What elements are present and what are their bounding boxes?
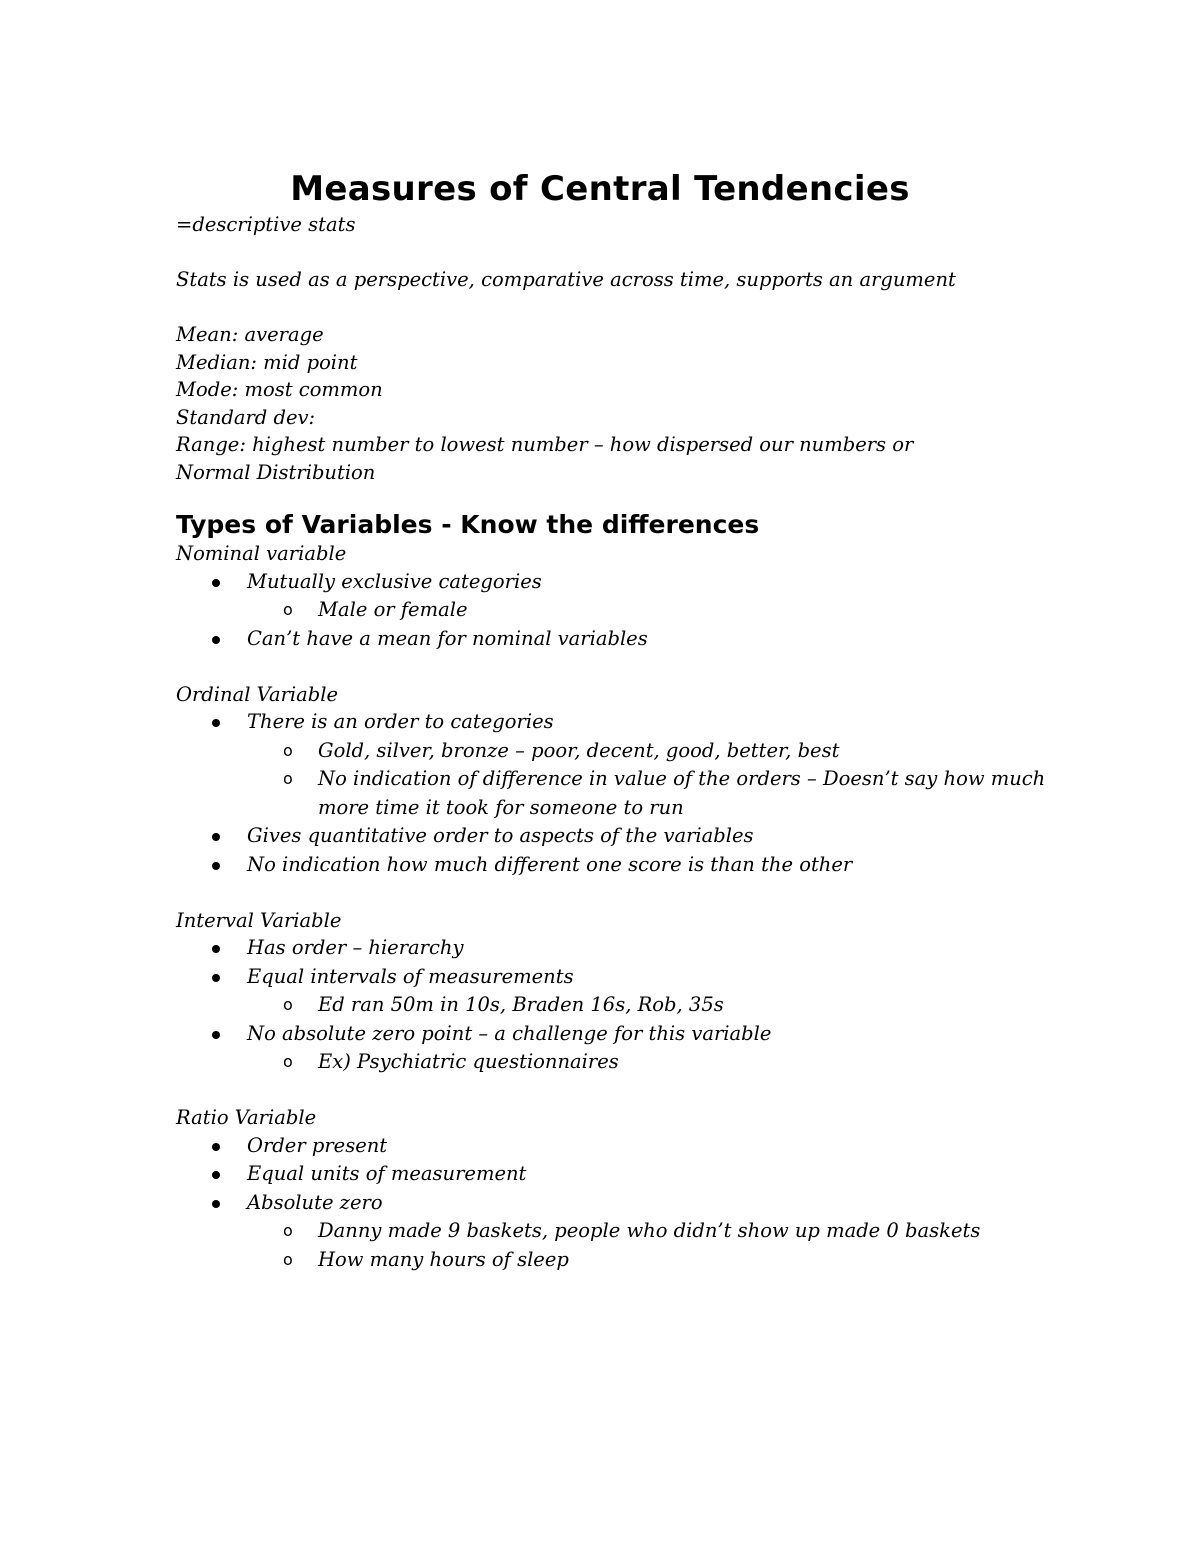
list-item <box>176 1020 1076 1049</box>
spacer <box>176 879 1076 907</box>
circle-bullet-icon: o <box>283 1249 293 1269</box>
bullet-icon <box>212 579 220 587</box>
bullet-icon <box>212 945 220 953</box>
sub-list-item <box>176 1246 1076 1275</box>
sub-list-item <box>176 991 1076 1020</box>
list-item-text: Gives quantitative order to aspects of the variables <box>247 824 754 847</box>
ordinal-heading: Ordinal Variable <box>176 682 339 706</box>
sub-list-item-text: How many hours of sleep <box>318 1247 569 1271</box>
list-item-text: There is an order to categories <box>247 710 554 733</box>
list-item <box>176 1189 1076 1218</box>
bullet-icon <box>212 974 220 982</box>
list-item-text: Absolute zero <box>247 1190 383 1214</box>
list-item <box>176 851 1076 880</box>
measure-mode: Mode: most common <box>176 378 383 401</box>
nominal-heading: Nominal variable <box>176 542 347 565</box>
list-item-text: Order present <box>247 1133 388 1157</box>
measure-standard-dev: Standard dev: <box>176 405 316 429</box>
spacer <box>176 1077 1076 1105</box>
intro-text: Stats is used as a perspective, comparative across time, supports an argument <box>176 268 956 291</box>
circle-bullet-icon: o <box>283 995 293 1014</box>
list-item-text: Mutually exclusive categories <box>247 569 542 593</box>
spacer <box>176 294 1076 322</box>
list-item-text: No indication how much different one score is than the other <box>247 852 853 876</box>
bullet-icon <box>212 719 220 727</box>
sub-list-item <box>176 765 1048 822</box>
list-item-text: Has order – hierarchy <box>247 936 464 959</box>
bullet-icon <box>212 833 220 841</box>
bullet-icon <box>212 1031 220 1039</box>
sub-list-item <box>176 596 1076 625</box>
spacer <box>176 239 1076 267</box>
subtitle-text: =descriptive stats <box>176 213 356 236</box>
sub-list-item-text: Male or female <box>318 598 468 621</box>
list-item <box>176 963 1076 992</box>
sub-list-item-text: Danny made 9 baskets, people who didn’t show up made 0 baskets <box>318 1219 981 1242</box>
bullet-icon <box>212 636 220 644</box>
circle-bullet-icon: o <box>283 1221 293 1240</box>
measure-mean: Mean: average <box>176 323 324 346</box>
list-item-text: Can’t have a mean for nominal variables <box>247 626 648 650</box>
sub-list-item-text: Ex) Psychiatric questionnaires <box>318 1050 619 1073</box>
page-title: Measures of Central Tendencies <box>290 169 910 209</box>
sub-list-item-text: Gold, silver, bronze – poor, decent, good, better, best <box>318 738 840 762</box>
spacer <box>176 486 1076 510</box>
ratio-heading: Ratio Variable <box>176 1106 317 1129</box>
list-item <box>176 568 1076 597</box>
sub-list-item <box>176 1217 1076 1246</box>
section-heading: Types of Variables - Know the differences <box>176 510 760 539</box>
list-item-text: Equal intervals of measurements <box>247 964 574 988</box>
sub-list-item-text: No indication of difference in value of the orders – Doesn’t say how much more time it took for someone to run <box>318 767 1046 819</box>
spacer <box>176 653 1076 681</box>
list-item <box>176 822 1076 851</box>
sub-list-item <box>176 1048 1076 1077</box>
list-item-text: Equal units of measurement <box>247 1162 527 1185</box>
list-item-text: No absolute zero point – a challenge for this variable <box>247 1021 772 1045</box>
circle-bullet-icon: o <box>283 740 293 760</box>
list-item <box>176 708 1076 737</box>
bullet-icon <box>212 862 220 870</box>
list-item <box>176 934 1076 963</box>
measure-normal-distribution: Normal Distribution <box>176 460 376 484</box>
bullet-icon <box>212 1143 220 1151</box>
bullet-icon <box>212 1171 220 1179</box>
sub-list-item <box>176 737 1076 766</box>
document-body <box>176 211 1076 1274</box>
measure-range: Range: highest number to lowest number – how dispersed our numbers or <box>176 433 914 456</box>
measure-median: Median: mid point <box>176 350 358 374</box>
interval-heading: Interval Variable <box>176 908 342 932</box>
list-item <box>176 1160 1076 1189</box>
circle-bullet-icon: o <box>283 1052 293 1071</box>
circle-bullet-icon: o <box>283 769 293 788</box>
circle-bullet-icon: o <box>283 600 293 619</box>
bullet-icon <box>212 1200 220 1208</box>
list-item <box>176 625 1076 654</box>
sub-list-item-text: Ed ran 50m in 10s, Braden 16s, Rob, 35s <box>318 993 724 1016</box>
list-item <box>176 1132 1076 1161</box>
